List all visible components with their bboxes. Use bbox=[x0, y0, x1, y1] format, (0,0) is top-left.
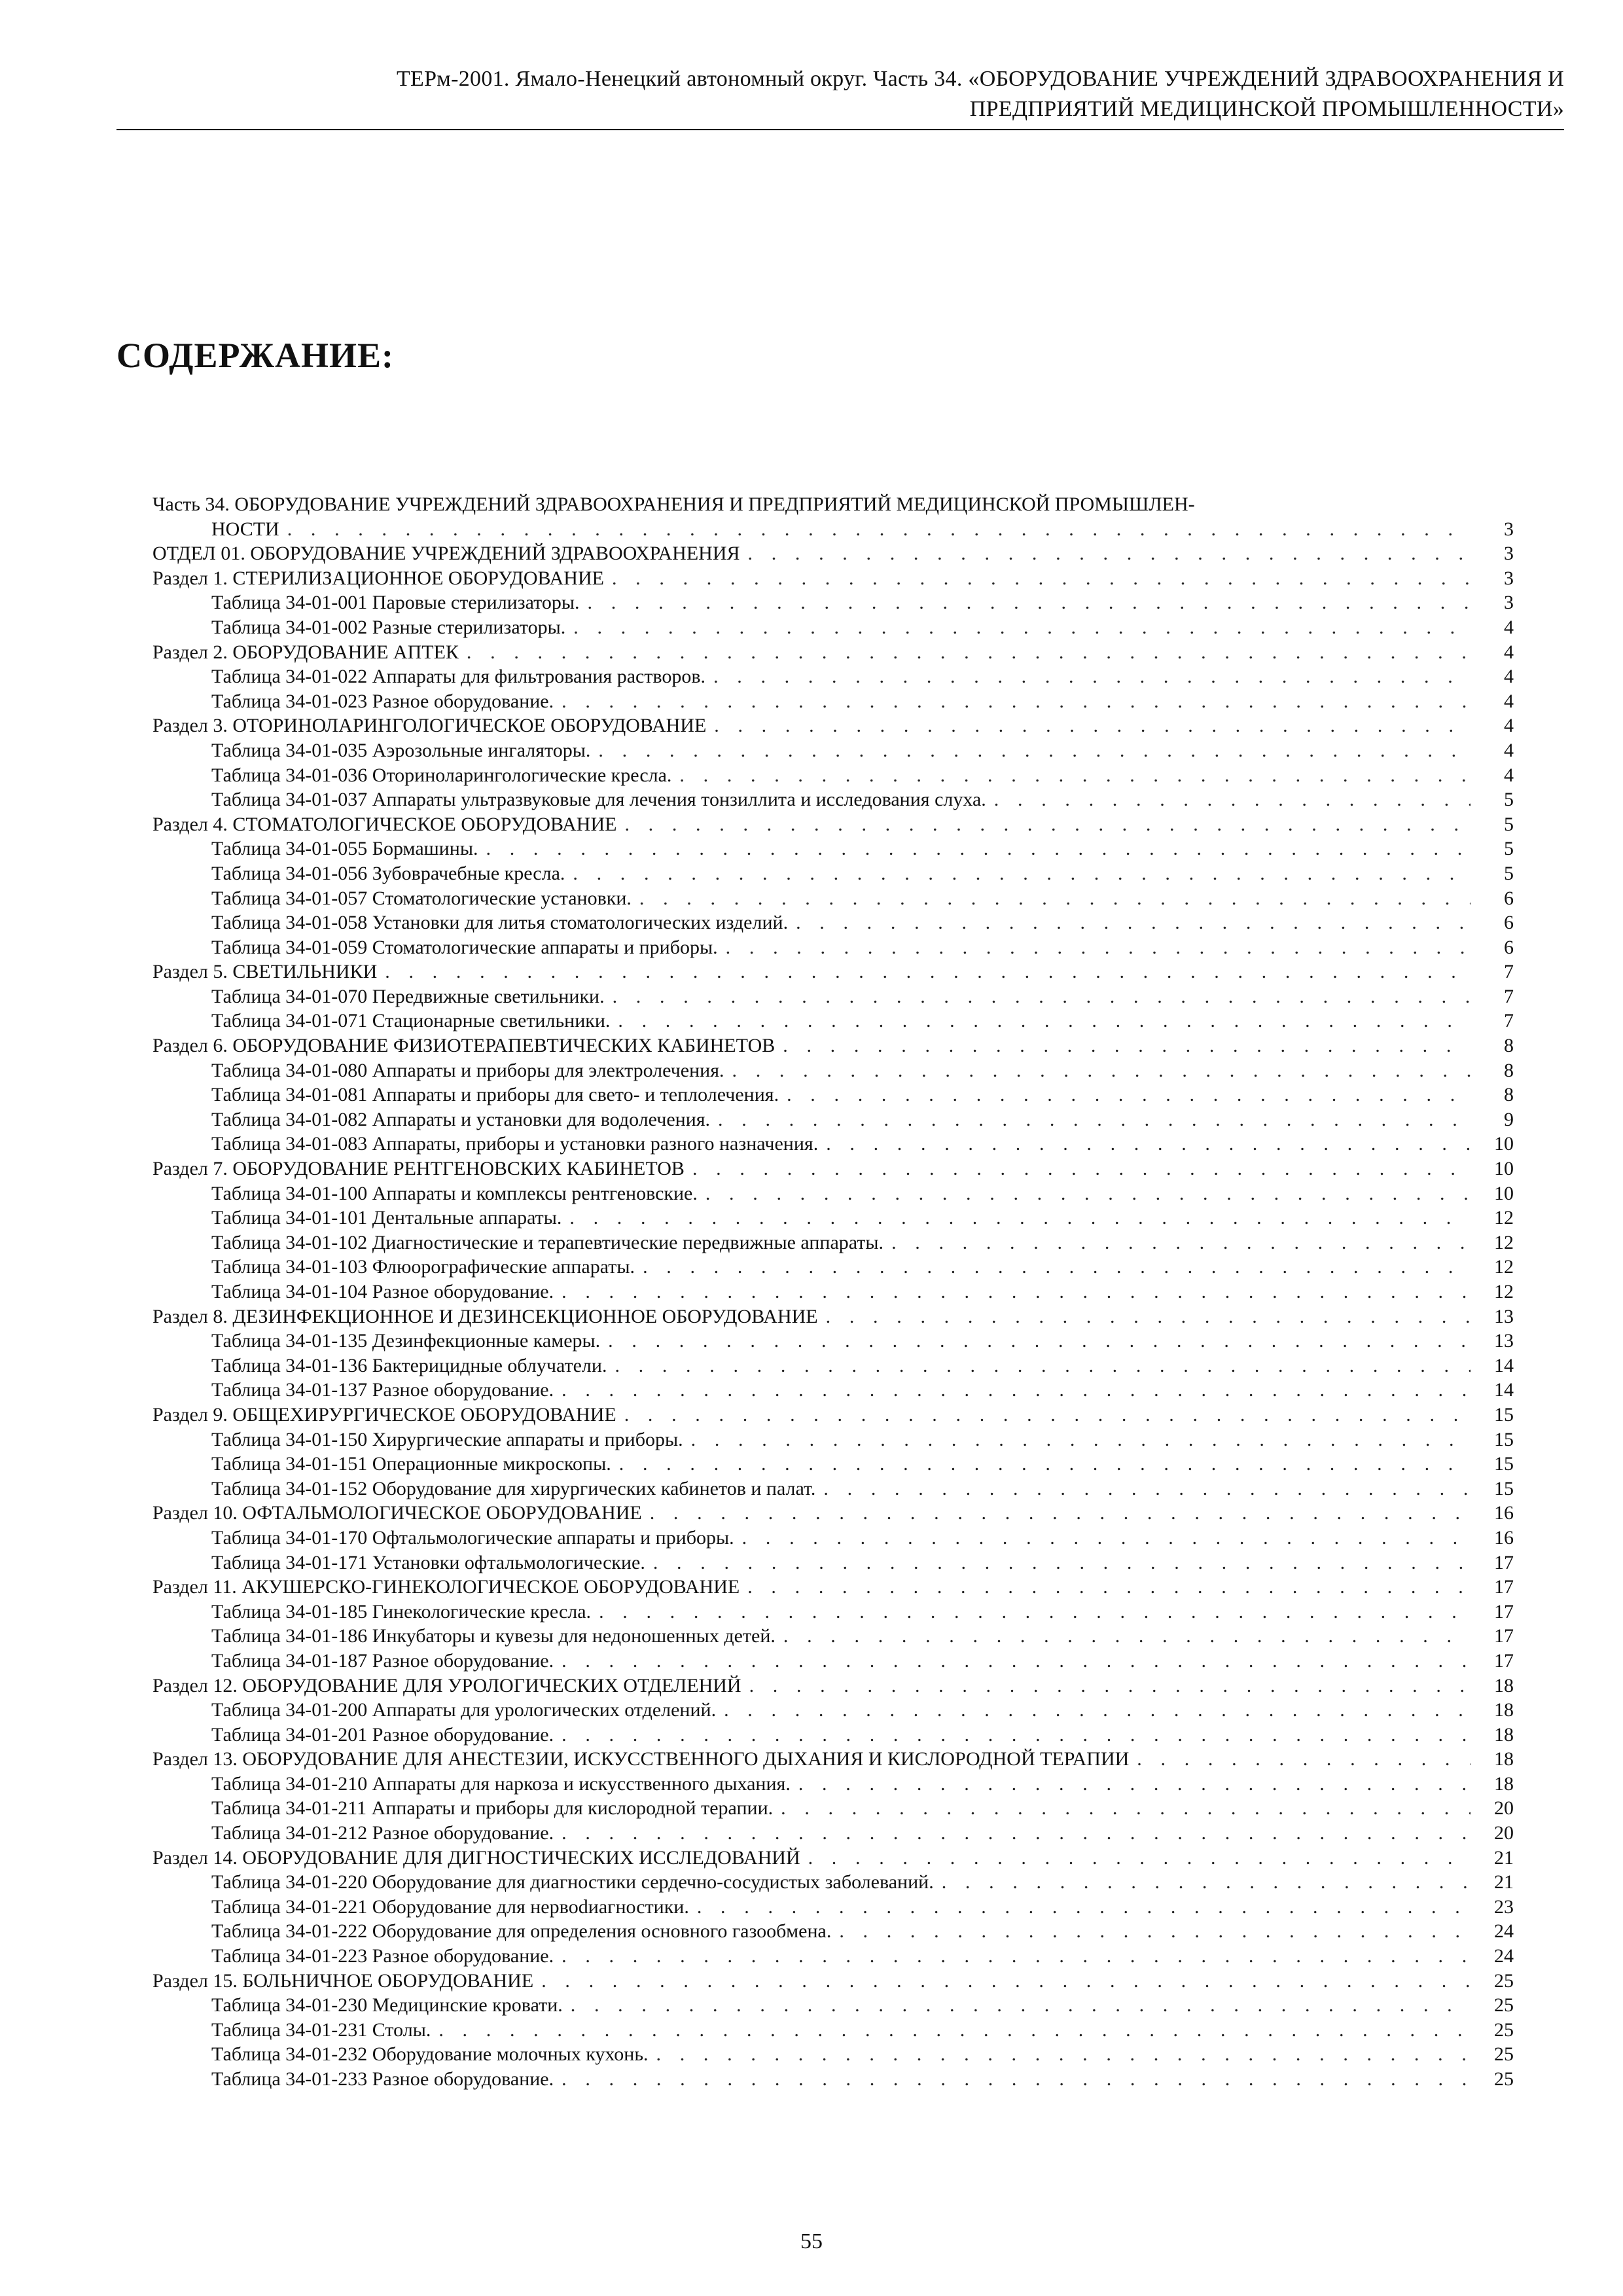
toc-entry-page: 18 bbox=[1494, 1674, 1514, 1696]
toc-dot-leader bbox=[573, 615, 1471, 640]
toc-entry-page: 7 bbox=[1504, 985, 1514, 1007]
toc-entry-text: Таблица 34-01-035 Аэрозольные ингаляторы. bbox=[211, 739, 591, 761]
toc-entry-page: 10 bbox=[1494, 1182, 1514, 1204]
toc-entry-table[interactable] bbox=[152, 1452, 1514, 1477]
toc-entry-text: Таблица 34-01-212 Разное оборудование. bbox=[211, 1822, 554, 1844]
running-header bbox=[116, 64, 1564, 124]
toc-dot-leader bbox=[714, 713, 1471, 738]
toc-dot-leader bbox=[619, 1452, 1471, 1477]
toc-entry-page: 18 bbox=[1494, 1723, 1514, 1746]
toc-entry-text: Раздел 14. ОБОРУДОВАНИЕ ДЛЯ ДИГНОСТИЧЕСКИХ ИССЛЕДОВАНИЙ bbox=[152, 1846, 800, 1869]
toc-entry-text: Раздел 3. ОТОРИНОЛАРИНГОЛОГИЧЕСКОЕ ОБОРУДОВАНИЕ bbox=[152, 715, 707, 737]
toc-entry-table[interactable] bbox=[152, 1919, 1514, 1944]
toc-entry-text: Раздел 4. СТОМАТОЛОГИЧЕСКОЕ ОБОРУДОВАНИЕ bbox=[152, 813, 617, 835]
toc-entry-section[interactable] bbox=[152, 812, 1514, 837]
toc-entry-text: Таблица 34-01-137 Разное оборудование. bbox=[211, 1379, 554, 1401]
page-number: 55 bbox=[800, 2229, 823, 2253]
toc-entry-page: 17 bbox=[1494, 1649, 1514, 1672]
toc-entry-text: Таблица 34-01-211 Аппараты и приборы для кислородной терапии. bbox=[211, 1797, 774, 1820]
toc-entry-page: 7 bbox=[1504, 1010, 1514, 1032]
toc-entry-table[interactable] bbox=[152, 861, 1514, 886]
toc-entry-table[interactable] bbox=[152, 1230, 1514, 1255]
toc-entry-text: Таблица 34-01-186 Инкубаторы и кувезы для недоношенных детей. bbox=[211, 1625, 776, 1647]
toc-dot-leader bbox=[781, 1796, 1471, 1821]
toc-entry-text: Таблица 34-01-001 Паровые стерилизаторы. bbox=[211, 592, 580, 614]
toc-entry-section[interactable] bbox=[152, 1501, 1514, 1526]
toc-entry-text: Часть 34. ОБОРУДОВАНИЕ УЧРЕЖДЕНИЙ ЗДРАВООХРАНЕНИЯ И ПРЕДПРИЯТИЙ МЕДИЦИНСКОЙ ПРОМЫШЛЕН- bbox=[152, 493, 1195, 515]
toc-entry-table[interactable] bbox=[152, 1329, 1514, 1354]
toc-entry-table[interactable] bbox=[152, 1551, 1514, 1575]
toc-entry-table[interactable] bbox=[152, 886, 1514, 911]
toc-entry-page: 3 bbox=[1504, 518, 1514, 540]
toc-entry-table[interactable] bbox=[152, 1796, 1514, 1821]
toc-dot-leader bbox=[615, 1354, 1471, 1378]
toc-dot-leader bbox=[787, 1083, 1471, 1107]
toc-entry-table[interactable] bbox=[152, 1354, 1514, 1378]
toc-entry-text: Таблица 34-01-136 Бактерицидные облучатели. bbox=[211, 1354, 607, 1376]
toc-entry-page: 4 bbox=[1504, 641, 1514, 663]
toc-entry-page: 8 bbox=[1504, 1059, 1514, 1081]
toc-entry-table[interactable] bbox=[152, 664, 1514, 689]
toc-entry-text: Таблица 34-01-185 Гинекологические кресла. bbox=[211, 1600, 592, 1623]
toc-dot-leader bbox=[467, 640, 1471, 665]
toc-entry-text: ОТДЕЛ 01. ОБОРУДОВАНИЕ УЧРЕЖДЕНИЙ ЗДРАВООХРАНЕНИЯ bbox=[152, 543, 740, 565]
toc-entry-page: 24 bbox=[1494, 1920, 1514, 1943]
toc-entry-page: 4 bbox=[1504, 616, 1514, 638]
toc-dot-leader bbox=[599, 1600, 1471, 1624]
toc-entries bbox=[152, 541, 1514, 2091]
toc-dot-leader bbox=[891, 1230, 1471, 1255]
toc-entry-table[interactable] bbox=[152, 1772, 1514, 1797]
toc-dot-leader bbox=[826, 1132, 1471, 1157]
toc-dot-leader bbox=[541, 1969, 1471, 1994]
toc-entry-text: Таблица 34-01-070 Передвижные светильники. bbox=[211, 985, 605, 1007]
toc-entry-table[interactable] bbox=[152, 910, 1514, 935]
toc-entry-table[interactable] bbox=[152, 1526, 1514, 1551]
toc-entry-table[interactable] bbox=[152, 787, 1514, 812]
toc-entry-section[interactable] bbox=[152, 1304, 1514, 1329]
toc-entry-page: 5 bbox=[1504, 789, 1514, 811]
toc-dot-leader bbox=[653, 1551, 1471, 1575]
toc-dot-leader bbox=[942, 1870, 1471, 1895]
toc-dot-leader bbox=[573, 861, 1471, 886]
toc-entry-table[interactable] bbox=[152, 1378, 1514, 1403]
toc-entry-page: 20 bbox=[1494, 1797, 1514, 1820]
toc-entry-section[interactable] bbox=[152, 1157, 1514, 1181]
toc-entry-text: Таблица 34-01-230 Медицинские кровати. bbox=[211, 1994, 563, 2017]
toc-dot-leader bbox=[571, 1993, 1471, 2018]
toc-entry-page: 5 bbox=[1504, 862, 1514, 884]
toc-entry-section[interactable] bbox=[152, 566, 1514, 591]
toc-entry-text: Таблица 34-01-170 Офтальмологические аппараты и приборы. bbox=[211, 1526, 734, 1549]
toc-entry-table[interactable] bbox=[152, 1107, 1514, 1132]
toc-entry-page: 18 bbox=[1494, 1772, 1514, 1795]
toc-dot-leader bbox=[624, 812, 1471, 837]
toc-dot-leader bbox=[562, 1649, 1471, 1674]
toc-entry-text: Таблица 34-01-081 Аппараты и приборы для свето- и теплолечения. bbox=[211, 1084, 779, 1106]
toc-entry-text: Таблица 34-01-135 Дезинфекционные камеры. bbox=[211, 1330, 601, 1352]
toc-entry-text: Таблица 34-01-037 Аппараты ультразвуковые для лечения тонзиллита и исследования слуха. bbox=[211, 789, 986, 811]
toc-entry-section[interactable] bbox=[152, 1033, 1514, 1058]
toc-dot-leader bbox=[726, 935, 1471, 960]
toc-dot-leader bbox=[643, 1255, 1471, 1280]
toc-entry-text: Таблица 34-01-187 Разное оборудование. bbox=[211, 1649, 554, 1672]
toc-dot-leader bbox=[783, 1624, 1471, 1649]
toc-entry-text: Раздел 8. ДЕЗИНФЕКЦИОННОЕ И ДЕЗИНСЕКЦИОННОЕ ОБОРУДОВАНИЕ bbox=[152, 1305, 818, 1327]
toc-entry-section[interactable] bbox=[152, 1674, 1514, 1698]
toc-dot-leader bbox=[438, 2018, 1471, 2043]
toc-dot-leader bbox=[994, 787, 1471, 812]
toc-dot-leader bbox=[1137, 1747, 1471, 1772]
toc-dot-leader bbox=[679, 763, 1471, 788]
toc-dot-leader bbox=[562, 1944, 1471, 1969]
toc-entry-page: 7 bbox=[1504, 961, 1514, 983]
toc-entry-table[interactable] bbox=[152, 984, 1514, 1009]
toc-entry-page: 5 bbox=[1504, 813, 1514, 835]
toc-entry-text: Таблица 34-01-056 Зубоврачебные кресла. bbox=[211, 862, 565, 884]
toc-entry-page: 3 bbox=[1504, 543, 1514, 565]
toc-entry-page: 6 bbox=[1504, 887, 1514, 909]
toc-dot-leader bbox=[823, 1477, 1471, 1501]
toc-entry-table[interactable] bbox=[152, 2067, 1514, 2092]
toc-dot-leader bbox=[783, 1033, 1471, 1058]
toc-entry-text: Таблица 34-01-083 Аппараты, приборы и установки разного назначения. bbox=[211, 1133, 819, 1155]
toc-entry-text: Таблица 34-01-104 Разное оборудование. bbox=[211, 1281, 554, 1302]
toc-entry-table[interactable] bbox=[152, 590, 1514, 615]
toc-entry-text: Таблица 34-01-171 Установки офтальмологические. bbox=[211, 1551, 645, 1573]
toc-entry-text: Таблица 34-01-223 Разное оборудование. bbox=[211, 1945, 554, 1967]
toc-entry-table[interactable] bbox=[152, 763, 1514, 788]
toc-dot-leader bbox=[618, 1009, 1471, 1033]
toc-entry-text: Раздел 15. БОЛЬНИЧНОЕ ОБОРУДОВАНИЕ bbox=[152, 1969, 534, 1992]
toc-dot-leader bbox=[598, 738, 1471, 763]
toc-entry-table[interactable] bbox=[152, 1600, 1514, 1624]
toc-entry-text: Таблица 34-01-150 Хирургические аппараты и приборы. bbox=[211, 1428, 683, 1450]
toc-entry-text: Таблица 34-01-102 Диагностические и терапевтические передвижные аппараты. bbox=[211, 1231, 884, 1253]
toc-entry-page: 25 bbox=[1494, 1969, 1514, 1992]
toc-dot-leader bbox=[608, 1329, 1471, 1354]
toc-entry-page: 17 bbox=[1494, 1600, 1514, 1623]
toc-entry-table[interactable] bbox=[152, 1649, 1514, 1674]
toc-entry-text: Раздел 9. ОБЩЕХИРУРГИЧЕСКОЕ ОБОРУДОВАНИЕ bbox=[152, 1403, 616, 1426]
toc-entry-page: 16 bbox=[1494, 1526, 1514, 1549]
toc-entry-table[interactable] bbox=[152, 1723, 1514, 1748]
toc-entry-text: Раздел 10. ОФТАЛЬМОЛОГИЧЕСКОЕ ОБОРУДОВАНИЕ bbox=[152, 1502, 642, 1524]
toc-dot-leader bbox=[798, 1772, 1471, 1797]
toc-entry-text: Таблица 34-01-200 Аппараты для урологических отделений. bbox=[211, 1699, 717, 1721]
toc-entry-page: 17 bbox=[1494, 1625, 1514, 1647]
toc-entry-text: Таблица 34-01-100 Аппараты и комплексы рентгеновские. bbox=[211, 1182, 698, 1204]
toc-entry-text: Таблица 34-01-002 Разные стерилизаторы. bbox=[211, 616, 566, 638]
toc-dot-leader bbox=[650, 1501, 1471, 1526]
toc-entry-page: 18 bbox=[1494, 1748, 1514, 1770]
toc-entry-table[interactable] bbox=[152, 1083, 1514, 1107]
toc-dot-leader bbox=[562, 1378, 1471, 1403]
toc-entry-section[interactable] bbox=[152, 713, 1514, 738]
toc-entry-section[interactable] bbox=[152, 1969, 1514, 1994]
toc-entry-text: Таблица 34-01-233 Разное оборудование. bbox=[211, 2068, 554, 2090]
toc-dot-leader bbox=[732, 1058, 1471, 1083]
toc-entry-text: Раздел 6. ОБОРУДОВАНИЕ ФИЗИОТЕРАПЕВТИЧЕСКИХ КАБИНЕТОВ bbox=[152, 1035, 776, 1057]
toc-entry-page: 10 bbox=[1494, 1133, 1514, 1155]
toc-entry-page: 17 bbox=[1494, 1551, 1514, 1573]
toc-entry-text: Таблица 34-01-057 Стоматологические установки. bbox=[211, 887, 632, 909]
toc-dot-leader bbox=[569, 1206, 1471, 1230]
toc-entry-page: 24 bbox=[1494, 1945, 1514, 1967]
toc-entry-text: Раздел 7. ОБОРУДОВАНИЕ РЕНТГЕНОВСКИХ КАБИНЕТОВ bbox=[152, 1158, 685, 1180]
toc-entry-page: 8 bbox=[1504, 1084, 1514, 1106]
toc-entry-table[interactable] bbox=[152, 1427, 1514, 1452]
toc-entry-table[interactable] bbox=[152, 615, 1514, 640]
header-divider bbox=[116, 129, 1564, 130]
toc-entry-page: 3 bbox=[1504, 592, 1514, 614]
toc-dot-leader bbox=[385, 960, 1471, 984]
toc-entry-text: Таблица 34-01-080 Аппараты и приборы для электролечения. bbox=[211, 1059, 724, 1081]
toc-dot-leader bbox=[639, 886, 1471, 911]
toc-entry-text: Раздел 5. СВЕТИЛЬНИКИ bbox=[152, 961, 378, 983]
toc-entry-page: 17 bbox=[1494, 1576, 1514, 1598]
running-header-line-2: ПРЕДПРИЯТИЙ МЕДИЦИНСКОЙ ПРОМЫШЛЕННОСТИ» bbox=[969, 97, 1564, 121]
toc-entry-section[interactable] bbox=[152, 1403, 1514, 1427]
toc-entry-table[interactable] bbox=[152, 689, 1514, 714]
toc-entry-table[interactable] bbox=[152, 935, 1514, 960]
toc-dot-leader bbox=[796, 910, 1471, 935]
toc-entry-page: 25 bbox=[1494, 2068, 1514, 2090]
toc-entry-page: 4 bbox=[1504, 715, 1514, 737]
toc-entry-text: Таблица 34-01-023 Разное оборудование. bbox=[211, 690, 554, 712]
toc-entry-page: 25 bbox=[1494, 2018, 1514, 2041]
running-header-line-1: ТЕРм-2001. Ямало-Ненецкий автономный округ. Часть 34. «ОБОРУДОВАНИЕ УЧРЕЖДЕНИЙ ЗДРАВООХРАНЕНИЯ И bbox=[396, 67, 1564, 91]
page-title: СОДЕРЖАНИЕ: bbox=[116, 336, 394, 375]
toc-entry-section[interactable] bbox=[152, 541, 1514, 566]
toc-entry-page: 4 bbox=[1504, 739, 1514, 761]
toc-dot-leader bbox=[705, 1181, 1471, 1206]
toc-entry-table[interactable] bbox=[152, 738, 1514, 763]
toc-entry-page: 8 bbox=[1504, 1035, 1514, 1057]
toc-entry-page: 4 bbox=[1504, 666, 1514, 688]
toc-entry-text: Таблица 34-01-151 Операционные микроскопы. bbox=[211, 1453, 611, 1475]
toc-dot-leader bbox=[612, 566, 1471, 591]
toc-dot-leader bbox=[826, 1304, 1471, 1329]
toc-entry-page: 12 bbox=[1494, 1207, 1514, 1229]
toc-dot-leader bbox=[562, 1821, 1471, 1846]
toc-dot-leader bbox=[624, 1403, 1471, 1427]
toc-entry-table[interactable] bbox=[152, 1624, 1514, 1649]
toc-entry-text: Таблица 34-01-022 Аппараты для фильтрования растворов. bbox=[211, 666, 706, 688]
toc-entry-page: 4 bbox=[1504, 764, 1514, 786]
toc-entry-page: 18 bbox=[1494, 1699, 1514, 1721]
toc-entry-text: Раздел 12. ОБОРУДОВАНИЕ ДЛЯ УРОЛОГИЧЕСКИХ ОТДЕЛЕНИЙ bbox=[152, 1674, 741, 1696]
toc-entry-text: Раздел 2. ОБОРУДОВАНИЕ АПТЕК bbox=[152, 641, 459, 663]
toc-entry-table[interactable] bbox=[152, 2042, 1514, 2067]
toc-dot-leader bbox=[724, 1698, 1471, 1723]
toc-entry-section[interactable] bbox=[152, 1575, 1514, 1600]
toc-entry-page: 25 bbox=[1494, 2043, 1514, 2066]
toc-entry-part-line-1[interactable] bbox=[152, 492, 1514, 517]
toc-entry-text: Таблица 34-01-232 Оборудование молочных кухонь. bbox=[211, 2043, 649, 2066]
toc-entry-page: 9 bbox=[1504, 1108, 1514, 1130]
toc-dot-leader bbox=[287, 517, 1471, 542]
toc-entry-page: 13 bbox=[1494, 1330, 1514, 1352]
toc-entry-text: Раздел 1. СТЕРИЛИЗАЦИОННОЕ ОБОРУДОВАНИЕ bbox=[152, 567, 604, 589]
toc-entry-page: 5 bbox=[1504, 838, 1514, 860]
toc-entry-table[interactable] bbox=[152, 1058, 1514, 1083]
toc-dot-leader bbox=[562, 1280, 1471, 1304]
toc-entry-text: Раздел 11. АКУШЕРСКО-ГИНЕКОЛОГИЧЕСКОЕ ОБОРУДОВАНИЕ bbox=[152, 1576, 740, 1598]
toc-entry-text: Таблица 34-01-222 Оборудование для определения основного газообмена. bbox=[211, 1920, 832, 1943]
toc-dot-leader bbox=[748, 541, 1471, 566]
toc-entry-table[interactable] bbox=[152, 1181, 1514, 1206]
toc-entry-page: 21 bbox=[1494, 1871, 1514, 1893]
toc-entry-page: 15 bbox=[1494, 1453, 1514, 1475]
toc-entry-text: Таблица 34-01-059 Стоматологические аппараты и приборы. bbox=[211, 936, 718, 958]
toc-entry-text: Раздел 13. ОБОРУДОВАНИЕ ДЛЯ АНЕСТЕЗИИ, ИСКУССТВЕННОГО ДЫХАНИЯ И КИСЛОРОДНОЙ ТЕРАПИИ bbox=[152, 1748, 1130, 1770]
toc-entry-page: 14 bbox=[1494, 1379, 1514, 1401]
toc-entry-text: Таблица 34-01-071 Стационарные светильники. bbox=[211, 1010, 611, 1032]
toc-dot-leader bbox=[718, 1107, 1471, 1132]
toc-entry-table[interactable] bbox=[152, 1477, 1514, 1501]
toc-dot-leader bbox=[562, 1723, 1471, 1748]
toc-dot-leader bbox=[588, 590, 1471, 615]
toc-entry-text: Таблица 34-01-101 Дентальные аппараты. bbox=[211, 1207, 562, 1229]
toc-entry-text: Таблица 34-01-201 Разное оборудование. bbox=[211, 1723, 554, 1746]
toc-dot-leader bbox=[713, 664, 1471, 689]
toc-entry-page: 15 bbox=[1494, 1428, 1514, 1450]
toc-dot-leader bbox=[742, 1526, 1471, 1551]
toc-dot-leader bbox=[749, 1674, 1471, 1698]
toc-entry-table[interactable] bbox=[152, 1206, 1514, 1230]
toc-entry-page: 3 bbox=[1504, 567, 1514, 589]
toc-entry-table[interactable] bbox=[152, 1993, 1514, 2018]
toc-entry-text: Таблица 34-01-036 Оториноларингологические кресла. bbox=[211, 764, 672, 786]
toc-entry-table[interactable] bbox=[152, 1255, 1514, 1280]
toc-entry-page: 12 bbox=[1494, 1281, 1514, 1302]
toc-entry-section[interactable] bbox=[152, 1846, 1514, 1871]
toc-entry-table[interactable] bbox=[152, 1944, 1514, 1969]
toc-entry-table[interactable] bbox=[152, 1895, 1514, 1920]
toc-entry-table[interactable] bbox=[152, 836, 1514, 861]
toc-dot-leader bbox=[486, 836, 1471, 861]
toc-entry-page: 16 bbox=[1494, 1502, 1514, 1524]
toc-entry-table[interactable] bbox=[152, 1698, 1514, 1723]
toc-entry-section[interactable] bbox=[152, 960, 1514, 984]
toc-entry-text: НОСТИ bbox=[211, 518, 279, 540]
toc-dot-leader bbox=[692, 1157, 1471, 1181]
toc-entry-page: 12 bbox=[1494, 1231, 1514, 1253]
toc-entry-page: 13 bbox=[1494, 1305, 1514, 1327]
toc-entry-text: Таблица 34-01-152 Оборудование для хирургических кабинетов и палат. bbox=[211, 1477, 816, 1499]
toc-entry-page: 20 bbox=[1494, 1822, 1514, 1844]
toc-entry-table[interactable] bbox=[152, 1870, 1514, 1895]
toc-entry-page: 23 bbox=[1494, 1895, 1514, 1918]
toc-entry-table[interactable] bbox=[152, 1280, 1514, 1304]
toc-entry-page: 6 bbox=[1504, 912, 1514, 934]
toc-entry-page: 14 bbox=[1494, 1354, 1514, 1376]
toc-entry-text: Таблица 34-01-221 Оборудование для нервodиагностики. bbox=[211, 1895, 689, 1918]
toc-entry-section[interactable] bbox=[152, 1747, 1514, 1772]
toc-dot-leader bbox=[808, 1846, 1471, 1871]
toc-dot-leader bbox=[562, 689, 1471, 714]
toc-entry-page: 15 bbox=[1494, 1477, 1514, 1499]
toc-entry-text: Таблица 34-01-103 Флюорографические аппараты. bbox=[211, 1256, 635, 1278]
toc-entry-table[interactable] bbox=[152, 2018, 1514, 2043]
toc-entry-page: 15 bbox=[1494, 1403, 1514, 1426]
toc-dot-leader bbox=[613, 984, 1471, 1009]
toc-dot-leader bbox=[656, 2042, 1471, 2067]
toc-entry-table[interactable] bbox=[152, 1821, 1514, 1846]
toc-dot-leader bbox=[747, 1575, 1471, 1600]
toc-entry-section[interactable] bbox=[152, 640, 1514, 665]
toc-entry-page: 21 bbox=[1494, 1846, 1514, 1869]
toc-dot-leader bbox=[839, 1919, 1471, 1944]
toc-entry-page: 10 bbox=[1494, 1158, 1514, 1180]
toc-dot-leader bbox=[697, 1895, 1471, 1920]
toc-entry-text: Таблица 34-01-231 Столы. bbox=[211, 2018, 431, 2041]
toc-entry-table[interactable] bbox=[152, 1009, 1514, 1033]
toc-entry-text: Таблица 34-01-058 Установки для литья стоматологических изделий. bbox=[211, 912, 789, 934]
toc-entry-text: Таблица 34-01-055 Бормашины. bbox=[211, 838, 478, 860]
toc-dot-leader bbox=[691, 1427, 1471, 1452]
toc-entry-page: 25 bbox=[1494, 1994, 1514, 2017]
toc-entry-text: Таблица 34-01-210 Аппараты для наркоза и искусственного дыхания. bbox=[211, 1772, 791, 1795]
toc-entry-page: 4 bbox=[1504, 690, 1514, 712]
toc-entry-text: Таблица 34-01-082 Аппараты и установки для водолечения. bbox=[211, 1108, 711, 1130]
toc-entry-page: 6 bbox=[1504, 936, 1514, 958]
toc-entry-table[interactable] bbox=[152, 1132, 1514, 1157]
toc-entry-page: 12 bbox=[1494, 1256, 1514, 1278]
toc-entry-text: Таблица 34-01-220 Оборудование для диагностики сердечно-сосудистых заболеваний. bbox=[211, 1871, 934, 1893]
table-of-contents bbox=[152, 492, 1514, 2092]
toc-entry-part-line-2[interactable] bbox=[152, 517, 1514, 542]
toc-dot-leader bbox=[562, 2067, 1471, 2092]
